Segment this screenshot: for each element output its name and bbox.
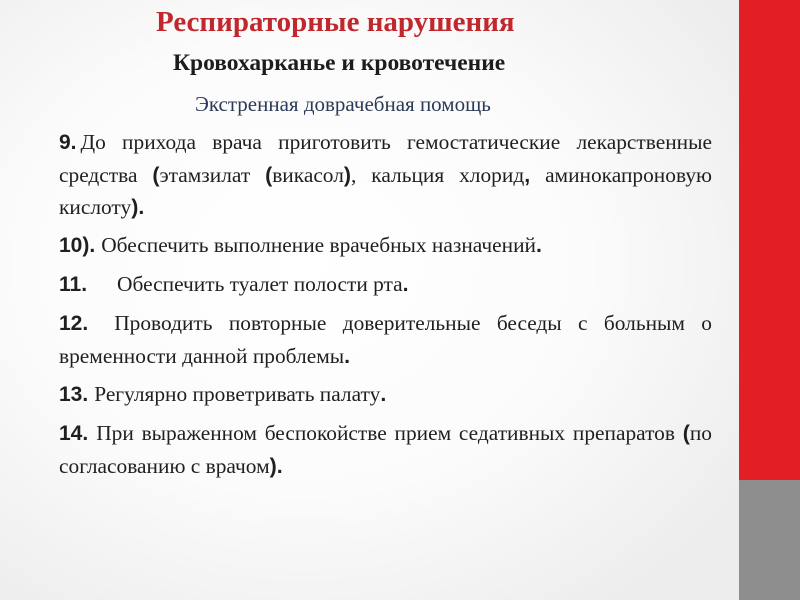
- care-steps-list: [59, 126, 712, 488]
- item-text: Регулярно проветривать палату: [94, 382, 381, 406]
- item-text-bracket: ): [343, 163, 352, 187]
- list-item: [59, 229, 712, 262]
- slide-subtitle: Кровохарканье и кровотечение: [173, 50, 506, 76]
- item-text-period: .: [536, 233, 542, 257]
- item-text-period: .: [402, 272, 409, 296]
- item-number: 12.: [59, 312, 89, 335]
- item-text-period: .: [276, 454, 283, 478]
- item-text-period: .: [138, 195, 145, 219]
- list-item: [59, 307, 712, 372]
- item-text-bracket: (: [682, 421, 690, 445]
- item-number: 10).: [59, 234, 96, 257]
- item-text-period: .: [344, 344, 351, 368]
- item-text: Проводить повторные доверительные беседы с больным о временности данной проблемы: [59, 311, 712, 368]
- item-text: по согласованию с врачом: [59, 421, 712, 478]
- item-text-bracket: (: [265, 163, 273, 187]
- slide-title: Респираторные нарушения: [156, 6, 515, 38]
- item-number: 11.: [59, 273, 88, 296]
- item-text: викасол: [272, 163, 344, 187]
- accent-grey-block: [739, 480, 800, 600]
- item-text: аминокапроновую кислоту: [59, 163, 712, 219]
- item-number: 14.: [59, 422, 89, 445]
- item-text: До прихода врача приготовить гемостатические лекарственные средства: [59, 130, 712, 187]
- item-text-bracket: ): [131, 195, 139, 219]
- list-item: [59, 126, 712, 223]
- item-text-bracket: (: [152, 163, 160, 187]
- item-text: При выраженном беспокойстве прием седативных препаратов: [96, 421, 683, 445]
- item-text-period: .: [380, 382, 387, 406]
- item-text-comma: ,: [524, 163, 531, 187]
- list-item: [59, 268, 712, 301]
- section-heading: Экстренная доврачебная помощь: [195, 92, 491, 116]
- item-text: , кальция хлорид: [351, 163, 525, 187]
- item-text: Обеспечить выполнение врачебных назначений: [101, 233, 537, 257]
- list-item: [59, 417, 712, 482]
- item-number: 13.: [59, 383, 89, 406]
- item-number: 9.: [59, 131, 77, 154]
- list-item: [59, 378, 712, 411]
- item-text: этамзилат: [159, 163, 266, 187]
- item-text: Обеспечить туалет полости рта: [117, 272, 403, 296]
- item-text-bracket: ): [269, 454, 277, 478]
